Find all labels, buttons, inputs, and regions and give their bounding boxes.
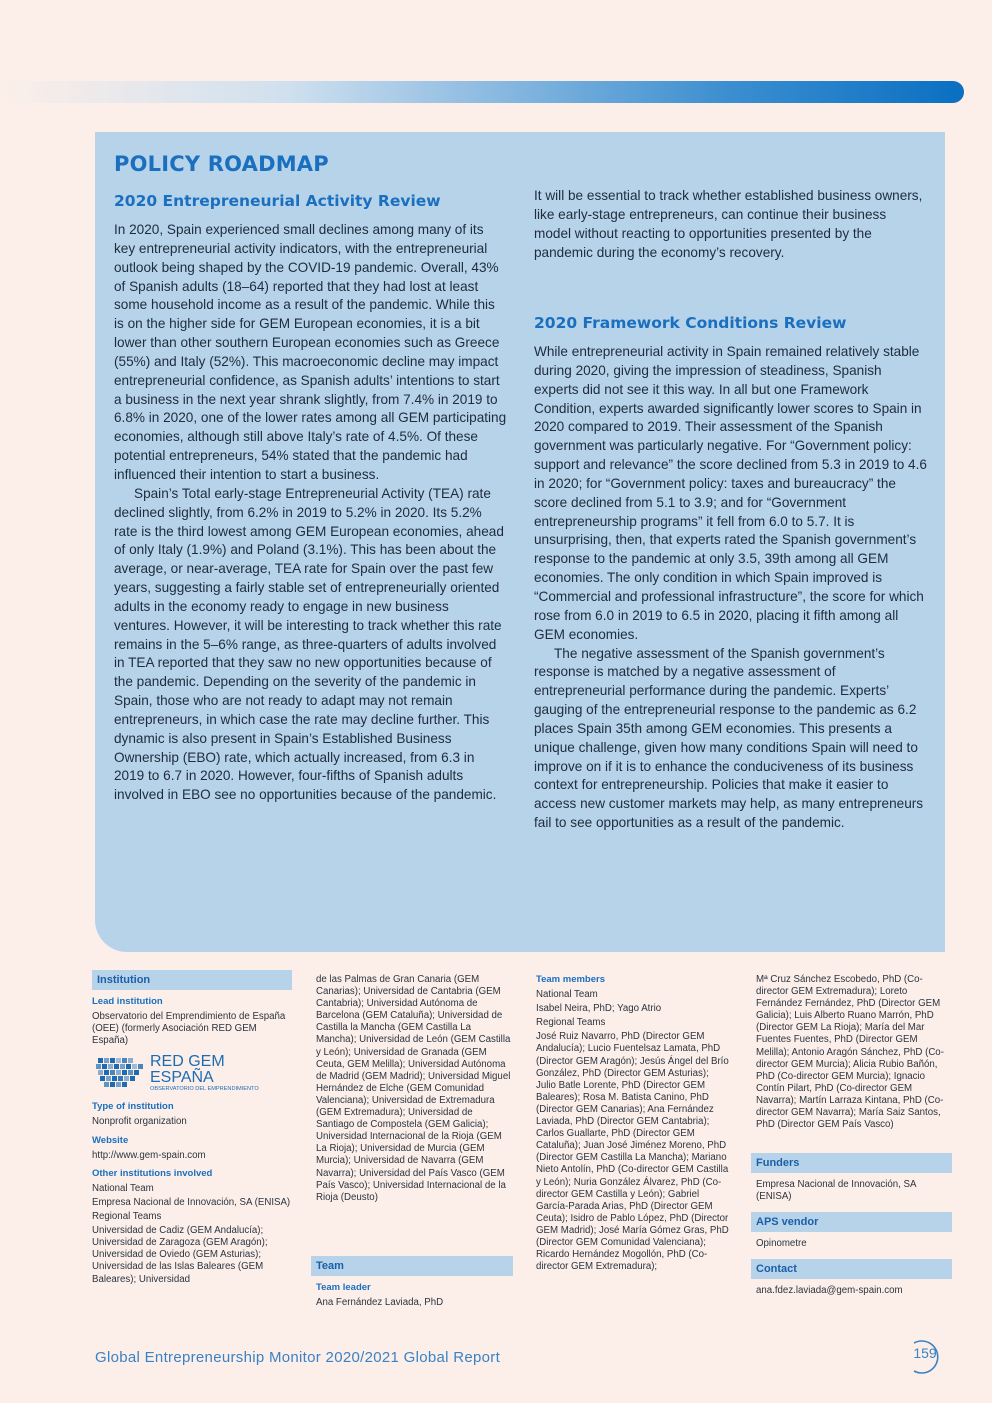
entrepreneurial-heading: 2020 Entrepreneurial Activity Review — [114, 192, 441, 210]
contact-email[interactable]: ana.fdez.laviada@gem-spain.com — [756, 1285, 903, 1296]
section-title: POLICY ROADMAP — [114, 152, 329, 176]
members-regional-text-b: Mª Cruz Sánchez Escobedo, PhD (Co-director GEM Extremadura); Loreto Fernández Fernández, PhD (Director GEM Galicia); Luis Alberto Ruano Marrón, PhD (Director GEM La Rioja); María del Mar Fuentes Fuentes, PhD (Director GEM Melilla); Antonio Aragón Sánchez, PhD (Co-director GEM Murcia); Alicia Rubio Bañón, PhD (Co-director GEM Murcia); Ignacio Contín Pilart, PhD (Co-director GEM Navarra); Martín Larraza Kintana, PhD (Co-director GEM Navarra); María Saiz Santos, PhD (Director GEM País Vasco) — [756, 974, 944, 1131]
members-national-label: National Team — [536, 989, 598, 1001]
team-leader-text: Ana Fernández Laviada, PhD — [316, 1297, 444, 1309]
team-leader-label: Team leader — [316, 1282, 371, 1293]
entrepreneurial-paragraph-2: Spain’s Total early-stage Entrepreneurial Activity (TEA) rate declined slightly, from 6.2% in 2019 to 5.2% in 2020. Its 5.2% rate is the third lowest among GEM European economies, ahead of only Italy (1.9%) and Poland (3.1%). This has been about the average, or near-average, TEA rate for Spain over the past few years, suggesting a fairly stable set of entrepreneurially oriented adults in the economy ready to engage in new business ventures. However, it will be interesting to track whether this rate remains in the 5–6% range, as three-quarters of adults involved in TEA reported that they saw no new opportunities because of the pandemic. Depending on the severity of the pandemic in Spain, those who are not ready to adapt may not remain entrepreneurs, in which case the rate may decline further. This dynamic is also present in Spain’s Established Business Ownership (EBO) rate, which actually increased, from 6.3 in 2019 to 6.7 in 2020. However, four-fifths of Spanish adults involved in EBO see no opportunities because of the pandemic. — [114, 485, 504, 803]
regional-teams-text-b: de las Palmas de Gran Canaria (GEM Canarias); Universidad de Cantabria (GEM Cantabria); Universidad Autónoma de Barcelona (GEM Cataluña); Universidad de Castilla la Mancha (GEM Castilla La Mancha); Universidad de León (GEM Castilla y León); Universidad de Granada (GEM Ceuta, GEM Melilla); Universidad Autónoma de Madrid (GEM Madrid); Universidad Miguel Hernández de Elche (GEM Comunidad Valenciana); Universidad de Extremadura (GEM Extremadura); Universidad de Santiago de Compostela (GEM Galicia); Universidad Internacional de la Rioja (GEM La Rioja); Universidad de Murcia (GEM Murcia); Universidad de Navarra (GEM Navarra); Universidad del País Vasco (GEM País Vasco); Universidad Internacional de la Rioja (Deusto) — [316, 974, 511, 1203]
framework-heading: 2020 Framework Conditions Review — [534, 314, 847, 332]
team-section — [311, 1256, 513, 1311]
team-members-label: Team members — [536, 974, 605, 985]
regional-teams-label: Regional Teams — [92, 1211, 162, 1223]
page-number: 159 — [913, 1345, 937, 1361]
type-text: Nonprofit organization — [92, 1116, 187, 1128]
national-team-text: Empresa Nacional de Innovación, SA (ENISA) — [92, 1196, 291, 1208]
funders-section — [751, 1153, 952, 1203]
info-column-3 — [536, 974, 730, 1275]
website-link[interactable]: http://www.gem-spain.com — [92, 1149, 206, 1161]
page-number-badge — [906, 1339, 948, 1375]
logo-line-2: ESPAÑA — [150, 1068, 214, 1086]
right-column-top — [534, 187, 926, 262]
members-regional-text-a: José Ruiz Navarro, PhD (Director GEM Andalucía); Lucio Fuentelsaz Lamata, PhD (Director GEM Aragón); Jesús Ángel del Brío González, PhD (Director GEM Asturias); Julio Batle Lorente, PhD (Director GEM Baleares); Rosa M. Batista Canino, PhD (Director GEM Canarias); Ana Fernández Laviada, PhD (Director GEM Cantabria); Carlos Guallarte, PhD (Director GEM Cataluña); Juan José Jiménez Moreno, PhD (Director GEM Castilla La Mancha); Mariano Nieto Antolín, PhD (Co-director GEM Castilla y León); Nuria González Álvarez, PhD (Co-director GEM Castilla y León); Gabriel García-Parada Arias, PhD (Director GEM Ceuta); Isidro de Pablo López, PhD (Director GEM Madrid); José María Gómez Gras, PhD (Director GEM Comunidad Valenciana); Ricardo Hernández Mogollón, PhD (Co-director GEM Extremadura); — [536, 1031, 729, 1273]
right-column — [534, 343, 928, 833]
contact-header: Contact — [751, 1259, 952, 1279]
logo-line-1: RED GEM — [150, 1052, 225, 1070]
national-team-label: National Team — [92, 1182, 154, 1194]
left-column — [114, 221, 507, 805]
info-column-4 — [756, 974, 952, 1133]
red-gem-logo-text — [150, 1054, 259, 1093]
footer-report-title: Global Entrepreneurship Monitor 2020/2021 Global Report — [95, 1349, 501, 1366]
type-label: Type of institution — [92, 1101, 174, 1113]
team-header: Team — [311, 1256, 513, 1276]
aps-vendor-text: Opinometre — [756, 1238, 807, 1249]
regional-teams-text-a: Universidad de Cadiz (GEM Andalucía); Universidad de Zaragoza (GEM Aragón); Universidad de Oviedo (GEM Asturias); Universidad de las Islas Baleares (GEM Baleares); Universidad — [92, 1225, 268, 1285]
funders-text: Empresa Nacional de Innovación, SA (ENISA) — [756, 1179, 916, 1203]
header-gradient-bar — [0, 81, 964, 103]
red-gem-map-icon — [94, 1054, 146, 1092]
contact-section — [751, 1259, 952, 1297]
framework-paragraph-1: While entrepreneurial activity in Spain remained relatively stable during 2020, giving the impression of steadiness, Spanish experts did not see it this way. In all but one Framework Condition, experts awarded significantly lower scores to Spain in 2020 compared to 2019. Their assessment of the Spanish government was particularly negative. For “Government policy: support and relevance” the score declined from 5.3 in 2019 to 4.6 in 2020; for “Government policy: taxes and bureaucracy” the score declined from 5.1 to 3.9; and for “Government entrepreneurship programs” it fell from 6.0 to 5.7. It is unsurprising, then, that experts rated the Spanish government’s response to the pandemic at only 3.5, 39th among all GEM economies. The only condition in which Spain improved is “Commercial and professional infrastructure”, the score for which rose from 6.0 in 2019 to 6.5 in 2020, placing it fifth among all GEM economies. — [534, 344, 927, 642]
lead-institution-label: Lead institution — [92, 996, 163, 1007]
members-regional-label: Regional Teams — [536, 1017, 606, 1029]
framework-paragraph-2: The negative assessment of the Spanish government’s response is matched by a negative assessment of entrepreneurial performance during the pandemic. Experts’ gauging of the entrepreneurial response to the pandemic as 6.2 places Spain 35th among GEM economies. This presents a unique challenge, given how many conditions Spain will need to improve on if it is to enhance the conduciveness of its business context for entrepreneurship. Policies that make it easier to access new customer markets may help, as many entrepreneurs fail to see opportunities as a result of the pandemic. — [534, 645, 924, 831]
info-column-1 — [92, 970, 292, 1288]
members-national-text: Isabel Neira, PhD; Yago Atrio — [536, 1003, 662, 1015]
aps-vendor-header: APS vendor — [751, 1212, 952, 1232]
website-label: Website — [92, 1134, 129, 1146]
other-institutions-label: Other institutions involved — [92, 1167, 213, 1179]
entrepreneurial-paragraph-3: It will be essential to track whether established business owners, like early-stage entrepreneurs, can continue their business model without reacting to opportunities presented by the pandemic during the economy’s recovery. — [534, 188, 923, 260]
info-column-2 — [316, 974, 512, 1206]
aps-section — [751, 1212, 952, 1250]
lead-institution-text: Observatorio del Emprendimiento de España (OEE) (formerly Asociación RED GEM España) — [92, 1011, 286, 1047]
logo-line-3: OBSERVATORIO DEL EMPRENDIMIENTO — [150, 1085, 259, 1092]
red-gem-logo — [94, 1053, 292, 1093]
entrepreneurial-paragraph-1: In 2020, Spain experienced small declines among many of its key entrepreneurial activity indicators, with the entrepreneurial outlook being shaped by the COVID-19 pandemic. Overall, 43% of Spanish adults (18–64) reported that they had lost at least some household income as a result of the pandemic. While this is on the higher side for GEM European economies, it is a bit lower than other southern European economies such as Greece (55%) and Italy (52%). This macroeconomic decline may impact entrepreneurial confidence, as Spanish adults’ intentions to start a business in the next year shrank slightly, from 7.4% in 2019 to 6.8% in 2020, one of the lower rates among all GEM participating economies, although still above Italy’s rate of 4.5%. Of these potential entrepreneurs, 54% stated that the pandemic had influenced their intention to start a business. — [114, 222, 507, 482]
institution-header: Institution — [92, 970, 292, 990]
funders-header: Funders — [751, 1153, 952, 1173]
